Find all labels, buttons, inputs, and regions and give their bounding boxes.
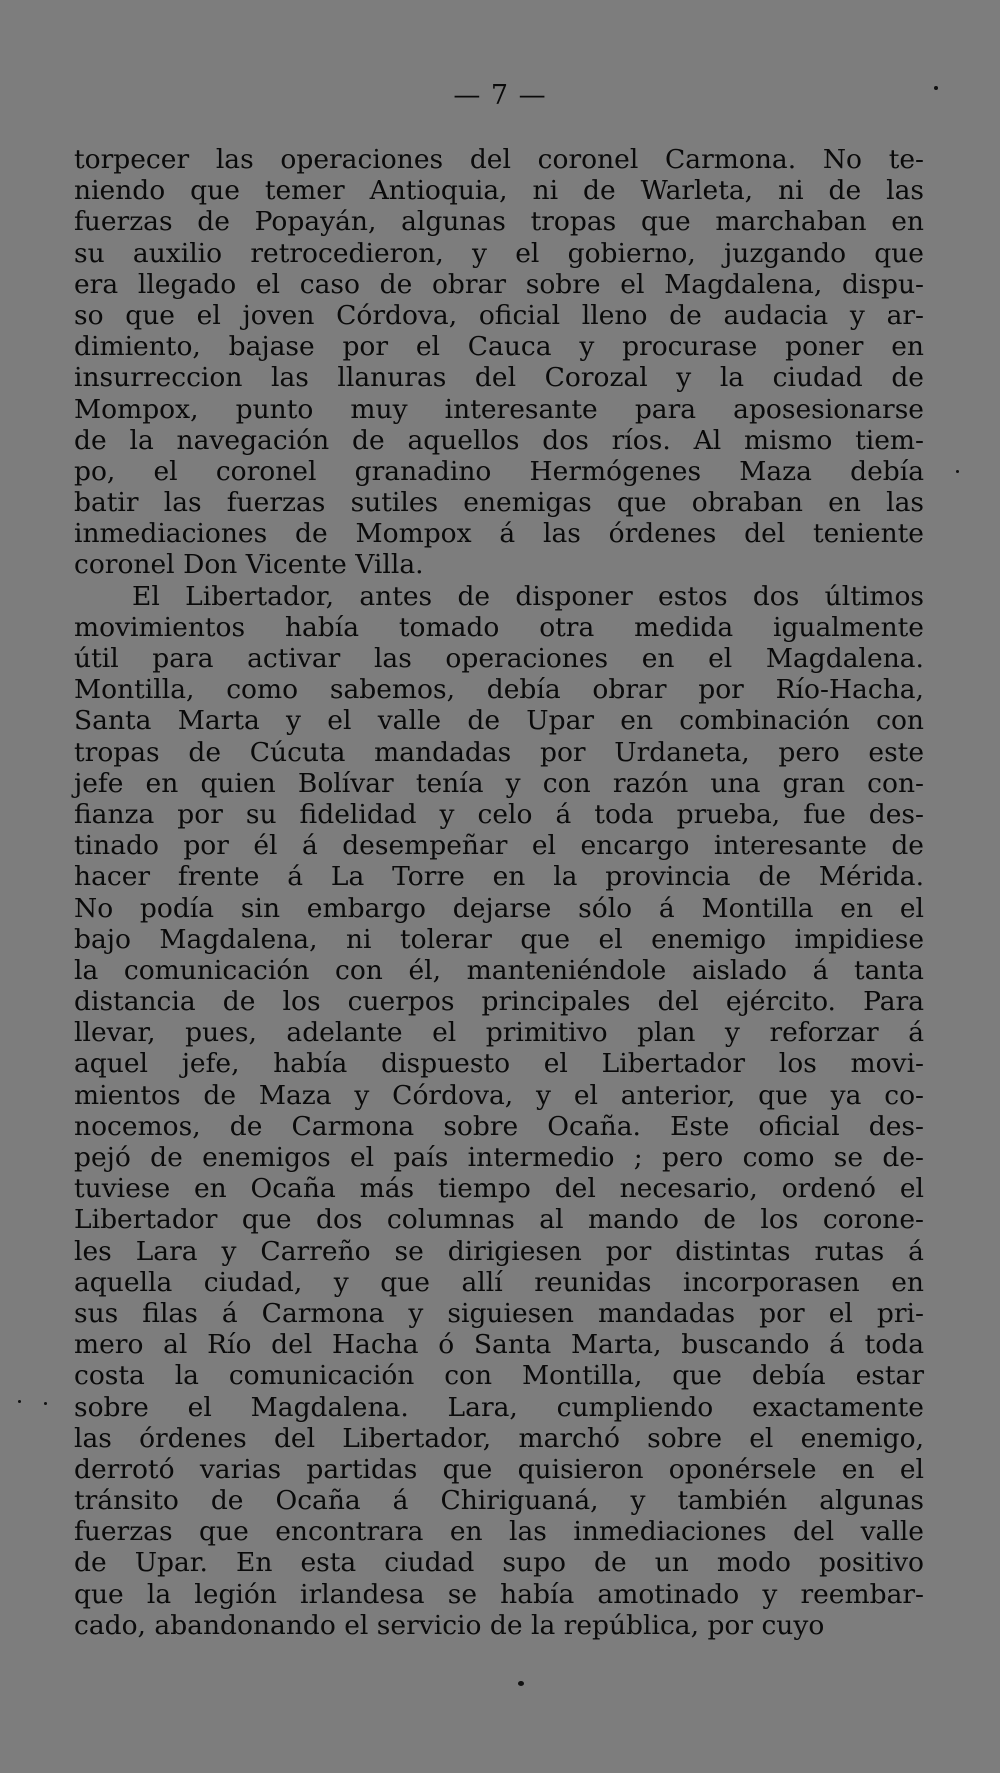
text-line: sus filas á Carmona y siguiesen mandadas por el pri- bbox=[74, 1297, 924, 1329]
text-line: Mompox, punto muy interesante para aposesionarse bbox=[74, 393, 924, 425]
text-line: Santa Marta y el valle de Upar en combinación con bbox=[74, 705, 924, 737]
text-line: tuviese en Ocaña más tiempo del necesario, ordenó el bbox=[74, 1173, 924, 1205]
text-line: útil para activar las operaciones en el Magdalena. bbox=[74, 643, 924, 674]
text-line: fuerzas que encontrara en las inmediaciones del valle bbox=[74, 1516, 924, 1548]
text-line: torpecer las operaciones del coronel Carmona. No te- bbox=[74, 144, 924, 175]
text-line: coronel Don Vicente Villa. bbox=[74, 549, 424, 581]
text-line: so que el joven Córdova, oficial lleno de audacia y ar- bbox=[74, 299, 924, 331]
text-line: pejó de enemigos el país intermedio ; pero como se de- bbox=[74, 1142, 924, 1173]
text-line: cado, abandonando el servicio de la república, por cuyo bbox=[74, 1609, 825, 1641]
text-line: mero al Río del Hacha ó Santa Marta, buscando á toda bbox=[74, 1329, 924, 1361]
text-line: niendo que temer Antioquia, ni de Warleta, ni de las bbox=[74, 175, 924, 207]
body-text bbox=[74, 144, 924, 1641]
text-line: les Lara y Carreño se dirigiesen por distintas rutas á bbox=[74, 1235, 924, 1267]
text-line: tinado por él á desempeñar el encargo interesante de bbox=[74, 830, 924, 862]
text-line: costa la comunicación con Montilla, que debía estar bbox=[74, 1360, 924, 1392]
text-line: las órdenes del Libertador, marchó sobre el enemigo, bbox=[74, 1422, 924, 1454]
text-line: po, el coronel granadino Hermógenes Maza debía bbox=[74, 455, 924, 487]
text-line: El Libertador, antes de disponer estos dos últimos bbox=[132, 580, 924, 612]
text-line: aquel jefe, había dispuesto el Libertador los movi- bbox=[74, 1048, 924, 1080]
text-line: insurreccion las llanuras del Corozal y la ciudad de bbox=[74, 362, 924, 394]
text-line: que la legión irlandesa se había amotinado y reembar- bbox=[74, 1578, 924, 1610]
text-line: tropas de Cúcuta mandadas por Urdaneta, pero este bbox=[74, 736, 924, 768]
text-line: sobre el Magdalena. Lara, cumpliendo exactamente bbox=[74, 1391, 924, 1423]
text-line: su auxilio retrocedieron, y el gobierno, juzgando que bbox=[74, 237, 924, 269]
paragraph-2 bbox=[74, 581, 924, 1641]
text-line: era llegado el caso de obrar sobre el Magdalena, dispu- bbox=[74, 268, 924, 300]
text-line: Montilla, como sabemos, debía obrar por Río-Hacha, bbox=[74, 674, 924, 706]
page-number: — 7 — bbox=[453, 80, 547, 111]
text-line: distancia de los cuerpos principales del ejército. Para bbox=[74, 986, 924, 1018]
text-line: tránsito de Ocaña á Chiriguaná, y también algunas bbox=[74, 1485, 924, 1517]
text-line: No podía sin embargo dejarse sólo á Montilla en el bbox=[74, 892, 924, 924]
scan-speck bbox=[518, 1681, 524, 1686]
text-line: llevar, pues, adelante el primitivo plan y reforzar á bbox=[74, 1017, 924, 1049]
text-line: batir las fuerzas sutiles enemigas que obraban en las bbox=[74, 487, 924, 519]
text-line: movimientos había tomado otra medida igualmente bbox=[74, 611, 924, 643]
text-line: hacer frente á La Torre en la provincia de Mérida. bbox=[74, 861, 924, 893]
text-line: derrotó varias partidas que quisieron oponérsele en el bbox=[74, 1453, 924, 1485]
scan-speck bbox=[956, 470, 959, 473]
text-line: inmediaciones de Mompox á las órdenes del teniente bbox=[74, 518, 924, 550]
text-line: de la navegación de aquellos dos ríos. Al mismo tiem- bbox=[74, 424, 924, 456]
text-line: jefe en quien Bolívar tenía y con razón una gran con- bbox=[74, 767, 924, 799]
scan-speck bbox=[44, 1402, 47, 1405]
text-line: de Upar. En esta ciudad supo de un modo positivo bbox=[74, 1547, 924, 1579]
text-line: fuerzas de Popayán, algunas tropas que marchaban en bbox=[74, 206, 924, 238]
scan-speck bbox=[18, 1400, 21, 1403]
text-line: bajo Magdalena, ni tolerar que el enemigo impidiese bbox=[74, 923, 924, 955]
scan-speck bbox=[934, 86, 938, 90]
text-line: mientos de Maza y Córdova, y el anterior, que ya co- bbox=[74, 1079, 924, 1111]
text-line: fianza por su fidelidad y celo á toda prueba, fue des- bbox=[74, 798, 924, 830]
text-line: Libertador que dos columnas al mando de los corone- bbox=[74, 1204, 924, 1236]
paragraph-1 bbox=[74, 144, 924, 581]
text-line: aquella ciudad, y que allí reunidas incorporasen en bbox=[74, 1266, 924, 1298]
text-line: la comunicación con él, manteniéndole aislado á tanta bbox=[74, 954, 924, 986]
text-line: dimiento, bajase por el Cauca y procurase poner en bbox=[74, 331, 924, 363]
text-line: nocemos, de Carmona sobre Ocaña. Este oficial des- bbox=[74, 1110, 924, 1142]
